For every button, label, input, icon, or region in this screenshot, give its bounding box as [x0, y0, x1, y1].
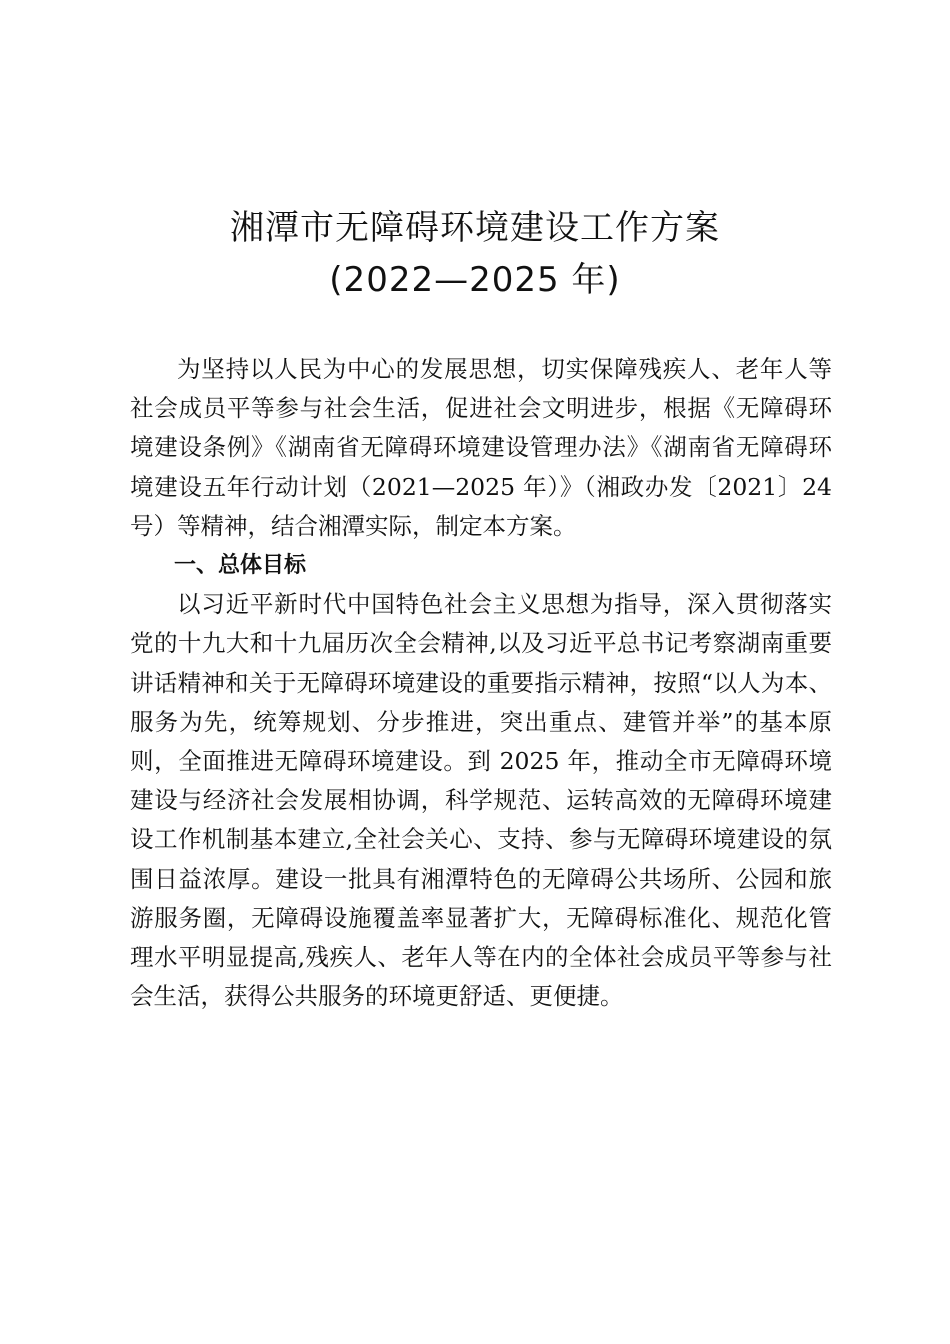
document-body	[130, 350, 832, 1016]
document-title: 湘潭市无障碍环境建设工作方案	[230, 208, 720, 248]
section-heading-overall-goals: 一、总体目标	[174, 553, 307, 579]
document-subtitle-years: (2022—2025 年)	[329, 260, 621, 300]
intro-paragraph: 为坚持以人民为中心的发展思想，切实保障残疾人、老年人等社会成员平等参与社会生活，促进社会文明进步，根据《无障碍环境建设条例》《湖南省无障碍环境建设管理办法》《湖南省无障碍环境建设五年行动计划（2021—2025 年）》（湘政办发〔2021〕24 号）等精神，结合湘潭实际，制定本方案。	[130, 355, 832, 540]
overall-goals-paragraph: 以习近平新时代中国特色社会主义思想为指导，深入贯彻落实党的十九大和十九届历次全会精神,以及习近平总书记考察湖南重要讲话精神和关于无障碍环境建设的重要指示精神，按照“以人为本、服务为先，统筹规划、分步推进，突出重点、建管并举”的基本原则，全面推进无障碍环境建设。到 2025 年，推动全市无障碍环境建设与经济社会发展相协调，科学规范、运转高效的无障碍环境建设工作机制基本建立,全社会关心、支持、参与无障碍环境建设的氛围日益浓厚。建设一批具有湘潭特色的无障碍公共场所、公园和旅游服务圈，无障碍设施覆盖率显著扩大，无障碍标准化、规范化管理水平明显提高,残疾人、老年人等在内的全体社会成员平等参与社会生活，获得公共服务的环境更舒适、更便捷。	[130, 590, 832, 1011]
